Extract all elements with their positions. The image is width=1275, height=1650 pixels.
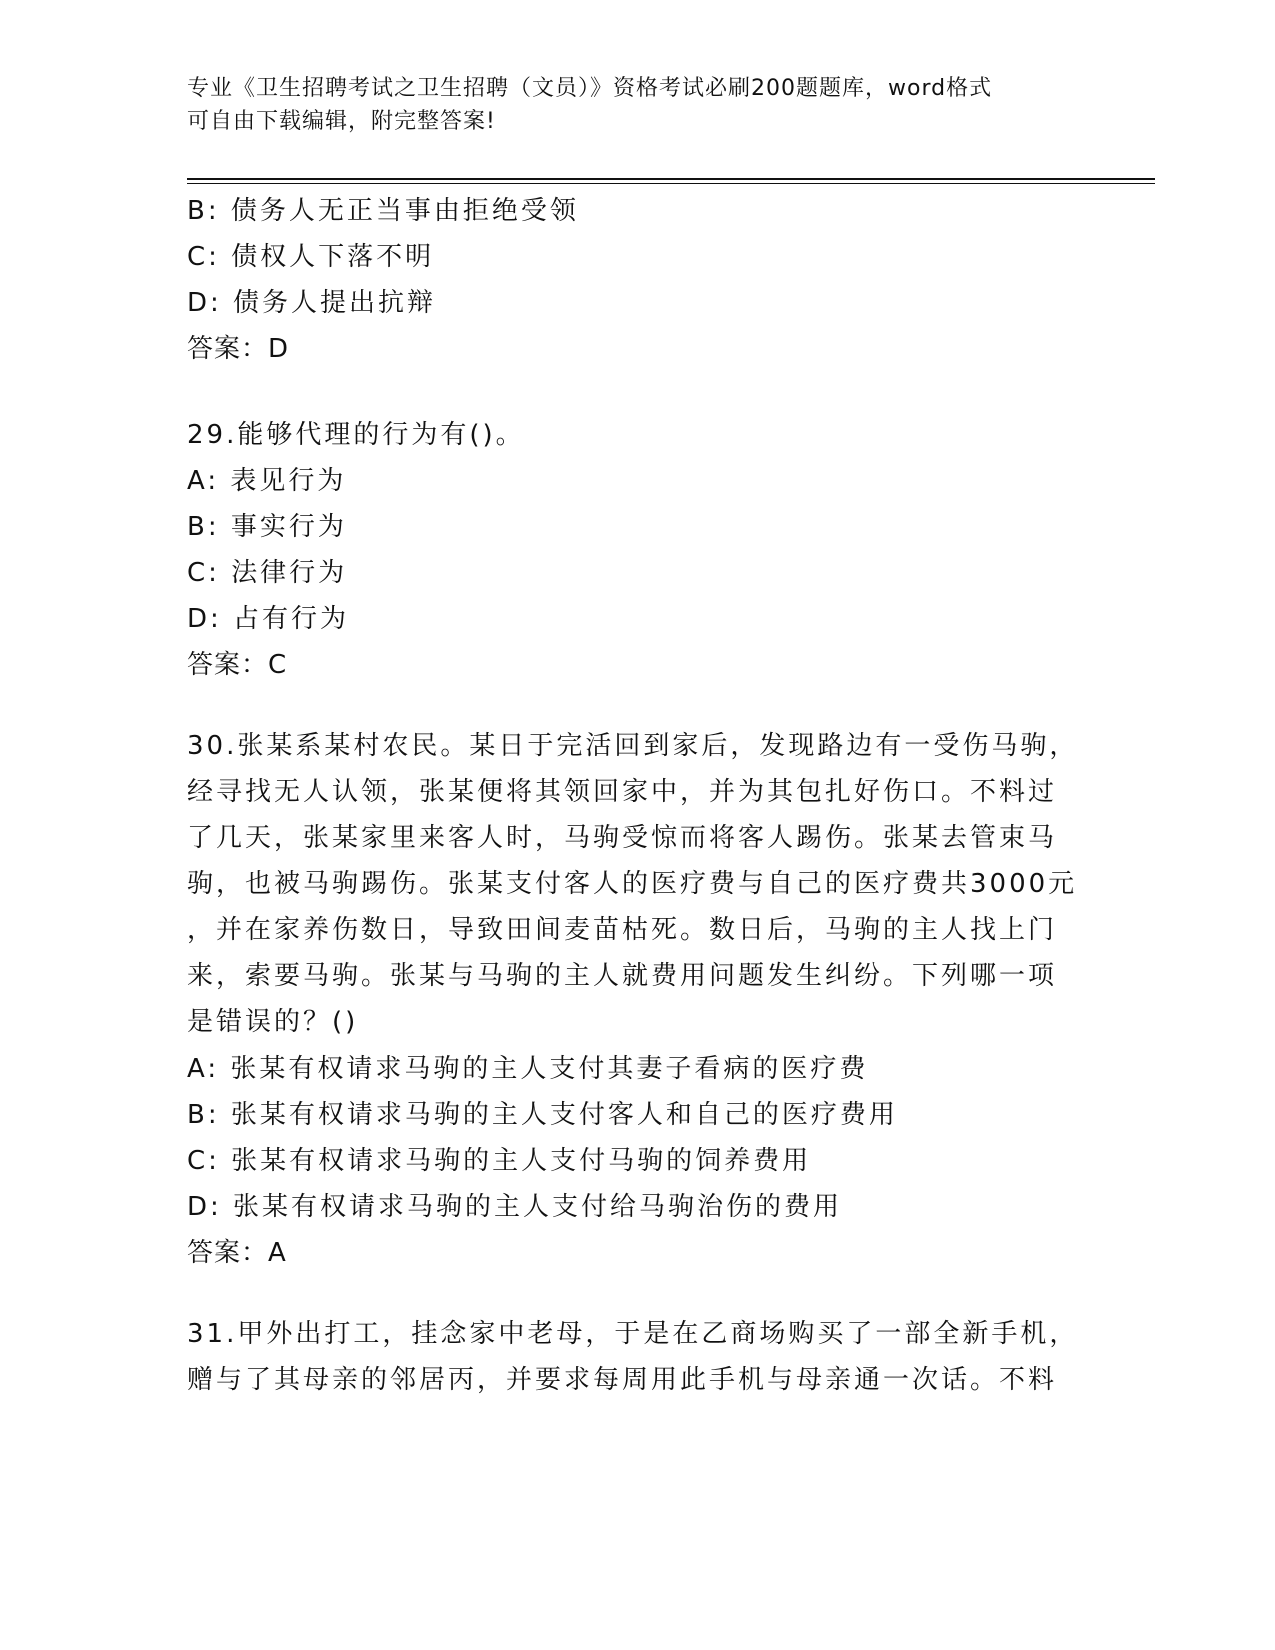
answer-text: 答案：C: [187, 650, 288, 680]
question-stem-line: 来，索要马驹。张某与马驹的主人就费用问题发生纠纷。下列哪一项: [187, 961, 1058, 991]
option-d: D: 债务人提出抗辩: [187, 288, 437, 318]
header-line-2: 可自由下载编辑，附完整答案!: [187, 109, 496, 134]
option-b: B: 债务人无正当事由拒绝受领: [187, 196, 579, 226]
header-rule-thick: [187, 178, 1155, 180]
option-b: B: 事实行为: [187, 512, 347, 542]
question-stem-line: 了几天，张某家里来客人时，马驹受惊而将客人踢伤。张某去管束马: [187, 823, 1058, 853]
question-stem-line: 31.甲外出打工，挂念家中老母，于是在乙商场购买了一部全新手机，: [187, 1319, 1079, 1349]
question-stem: 29.能够代理的行为有()。: [187, 420, 525, 450]
header-rule-thin: [187, 183, 1155, 184]
question-stem-line: ，并在家养伤数日，导致田间麦苗枯死。数日后，马驹的主人找上门: [187, 915, 1058, 945]
option-b: B: 张某有权请求马驹的主人支付客人和自己的医疗费用: [187, 1100, 898, 1130]
question-30: [187, 724, 1087, 1276]
question-stem-line: 是错误的？(): [187, 1007, 359, 1037]
question-stem-line: 赠与了其母亲的邻居丙，并要求每周用此手机与母亲通一次话。不料: [187, 1365, 1058, 1395]
question-stem-line: 驹，也被马驹踢伤。张某支付客人的医疗费与自己的医疗费共3000元: [187, 869, 1078, 899]
question-28-tail: [187, 188, 1087, 372]
question-stem-line: 经寻找无人认领，张某便将其领回家中，并为其包扎好伤口。不料过: [187, 777, 1058, 807]
question-31: [187, 1312, 1087, 1404]
option-d: D: 占有行为: [187, 604, 350, 634]
document-header: [187, 72, 1067, 138]
question-29: [187, 412, 1087, 688]
option-a: A: 张某有权请求马驹的主人支付其妻子看病的医疗费: [187, 1054, 869, 1084]
answer-text: 答案：D: [187, 334, 290, 364]
answer-text: 答案：A: [187, 1238, 287, 1268]
option-c: C: 张某有权请求马驹的主人支付马驹的饲养费用: [187, 1146, 812, 1176]
document-body: [187, 188, 1087, 1404]
header-line-1: 专业《卫生招聘考试之卫生招聘（文员）》资格考试必刷200题题库，word格式: [187, 76, 993, 101]
option-a: A: 表见行为: [187, 466, 347, 496]
option-c: C: 债权人下落不明: [187, 242, 435, 272]
option-d: D: 张某有权请求马驹的主人支付给马驹治伤的费用: [187, 1192, 843, 1222]
question-stem-line: 30.张某系某村农民。某日于完活回到家后，发现路边有一受伤马驹，: [187, 731, 1079, 761]
option-c: C: 法律行为: [187, 558, 348, 588]
